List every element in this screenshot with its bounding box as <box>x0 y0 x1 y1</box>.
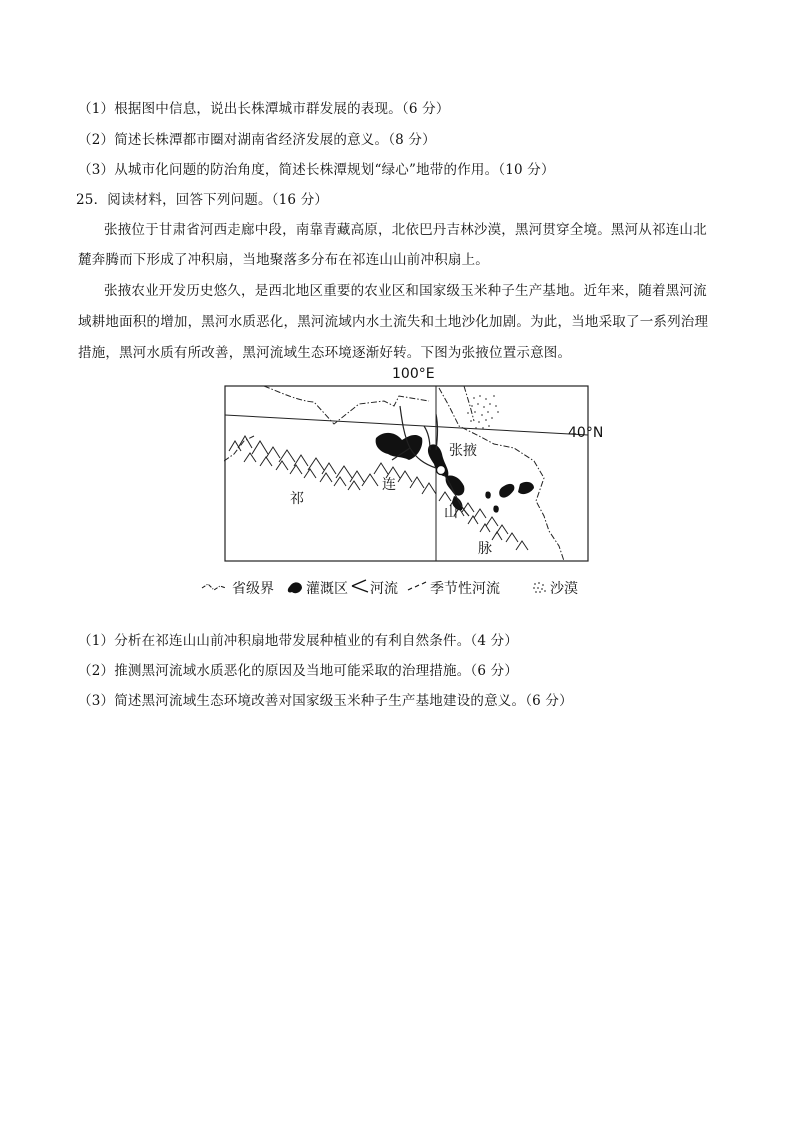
seasonal-river-legend-label: 季节性河流 <box>430 581 500 597</box>
desert-legend-icon <box>533 582 546 593</box>
irrigation-area-legend-icon <box>288 582 302 593</box>
map-graphic <box>224 366 589 598</box>
mountain-range <box>229 436 528 550</box>
question-bottom-2: （2）推测黑河流域水质恶化的原因及当地可能采取的治理措施。（6 分） <box>78 663 519 679</box>
latitude-label: 40°N <box>568 425 604 441</box>
question-top-1: （1）根据图中信息，说出长株潭城市群发展的表现。（6 分） <box>78 101 450 117</box>
mountain-char-mai: 脉 <box>478 541 492 557</box>
provincial-boundary <box>264 386 564 561</box>
zhangye-city-marker <box>437 466 446 475</box>
material-paragraph-2-line-2: 域耕地面积的增加，黑河水质恶化，黑河流域内水土流失和土地沙化加剧。为此，当地采取了一系列治理 <box>78 314 709 330</box>
material-paragraph-2-line-3: 措施，黑河水质有所改善，黑河流域生态环境逐渐好转。下图为张掖位置示意图。 <box>78 345 572 361</box>
river-legend-icon <box>352 580 368 592</box>
zhangye-location-map <box>224 366 604 598</box>
mountain-char-qi: 祁 <box>290 491 304 507</box>
question-bottom-1: （1）分析在祁连山山前冲积扇地带发展种植业的有利自然条件。（4 分） <box>78 633 519 649</box>
question-top-3: （3）从城市化问题的防治角度，简述长株潭规划“绿心”地带的作用。（10 分） <box>78 162 555 178</box>
material-paragraph-1-line-2: 麓奔腾而下形成了冲积扇，当地聚落多分布在祁连山山前冲积扇上。 <box>78 252 489 268</box>
question-bottom-3: （3）简述黑河流域生态环境改善对国家级玉米种子生产基地建设的意义。（6 分） <box>78 693 573 709</box>
material-paragraph-2-line-1: 张掖农业开发历史悠久，是西北地区重要的农业区和国家级玉米种子生产基地。近年来，随着黑河流 <box>104 283 707 299</box>
latitude-line <box>225 415 588 435</box>
mountain-char-lian: 连 <box>382 477 396 493</box>
question-top-2: （2）简述长株潭都市圈对湖南省经济发展的意义。（8 分） <box>78 132 436 148</box>
provincial-boundary-legend-icon <box>202 584 226 590</box>
zhangye-label: 张掖 <box>449 443 477 459</box>
mountain-char-shan: 山 <box>444 505 458 521</box>
desert-legend-label: 沙漠 <box>550 581 578 597</box>
material-paragraph-1-line-1: 张掖位于甘肃省河西走廊中段，南靠青藏高原，北依巴丹吉林沙漠，黑河贯穿全境。黑河从祁连山北 <box>104 222 707 238</box>
river-legend-label: 河流 <box>370 581 398 597</box>
longitude-label: 100°E <box>392 366 435 382</box>
question-25-heading: 25．阅读材料，回答下列问题。（16 分） <box>76 192 329 208</box>
irrigation-area-legend-label: 灌溉区 <box>306 581 348 597</box>
provincial-boundary-legend-label: 省级界 <box>232 581 274 597</box>
seasonal-river-legend-icon <box>408 582 426 590</box>
map-legend <box>200 576 620 600</box>
